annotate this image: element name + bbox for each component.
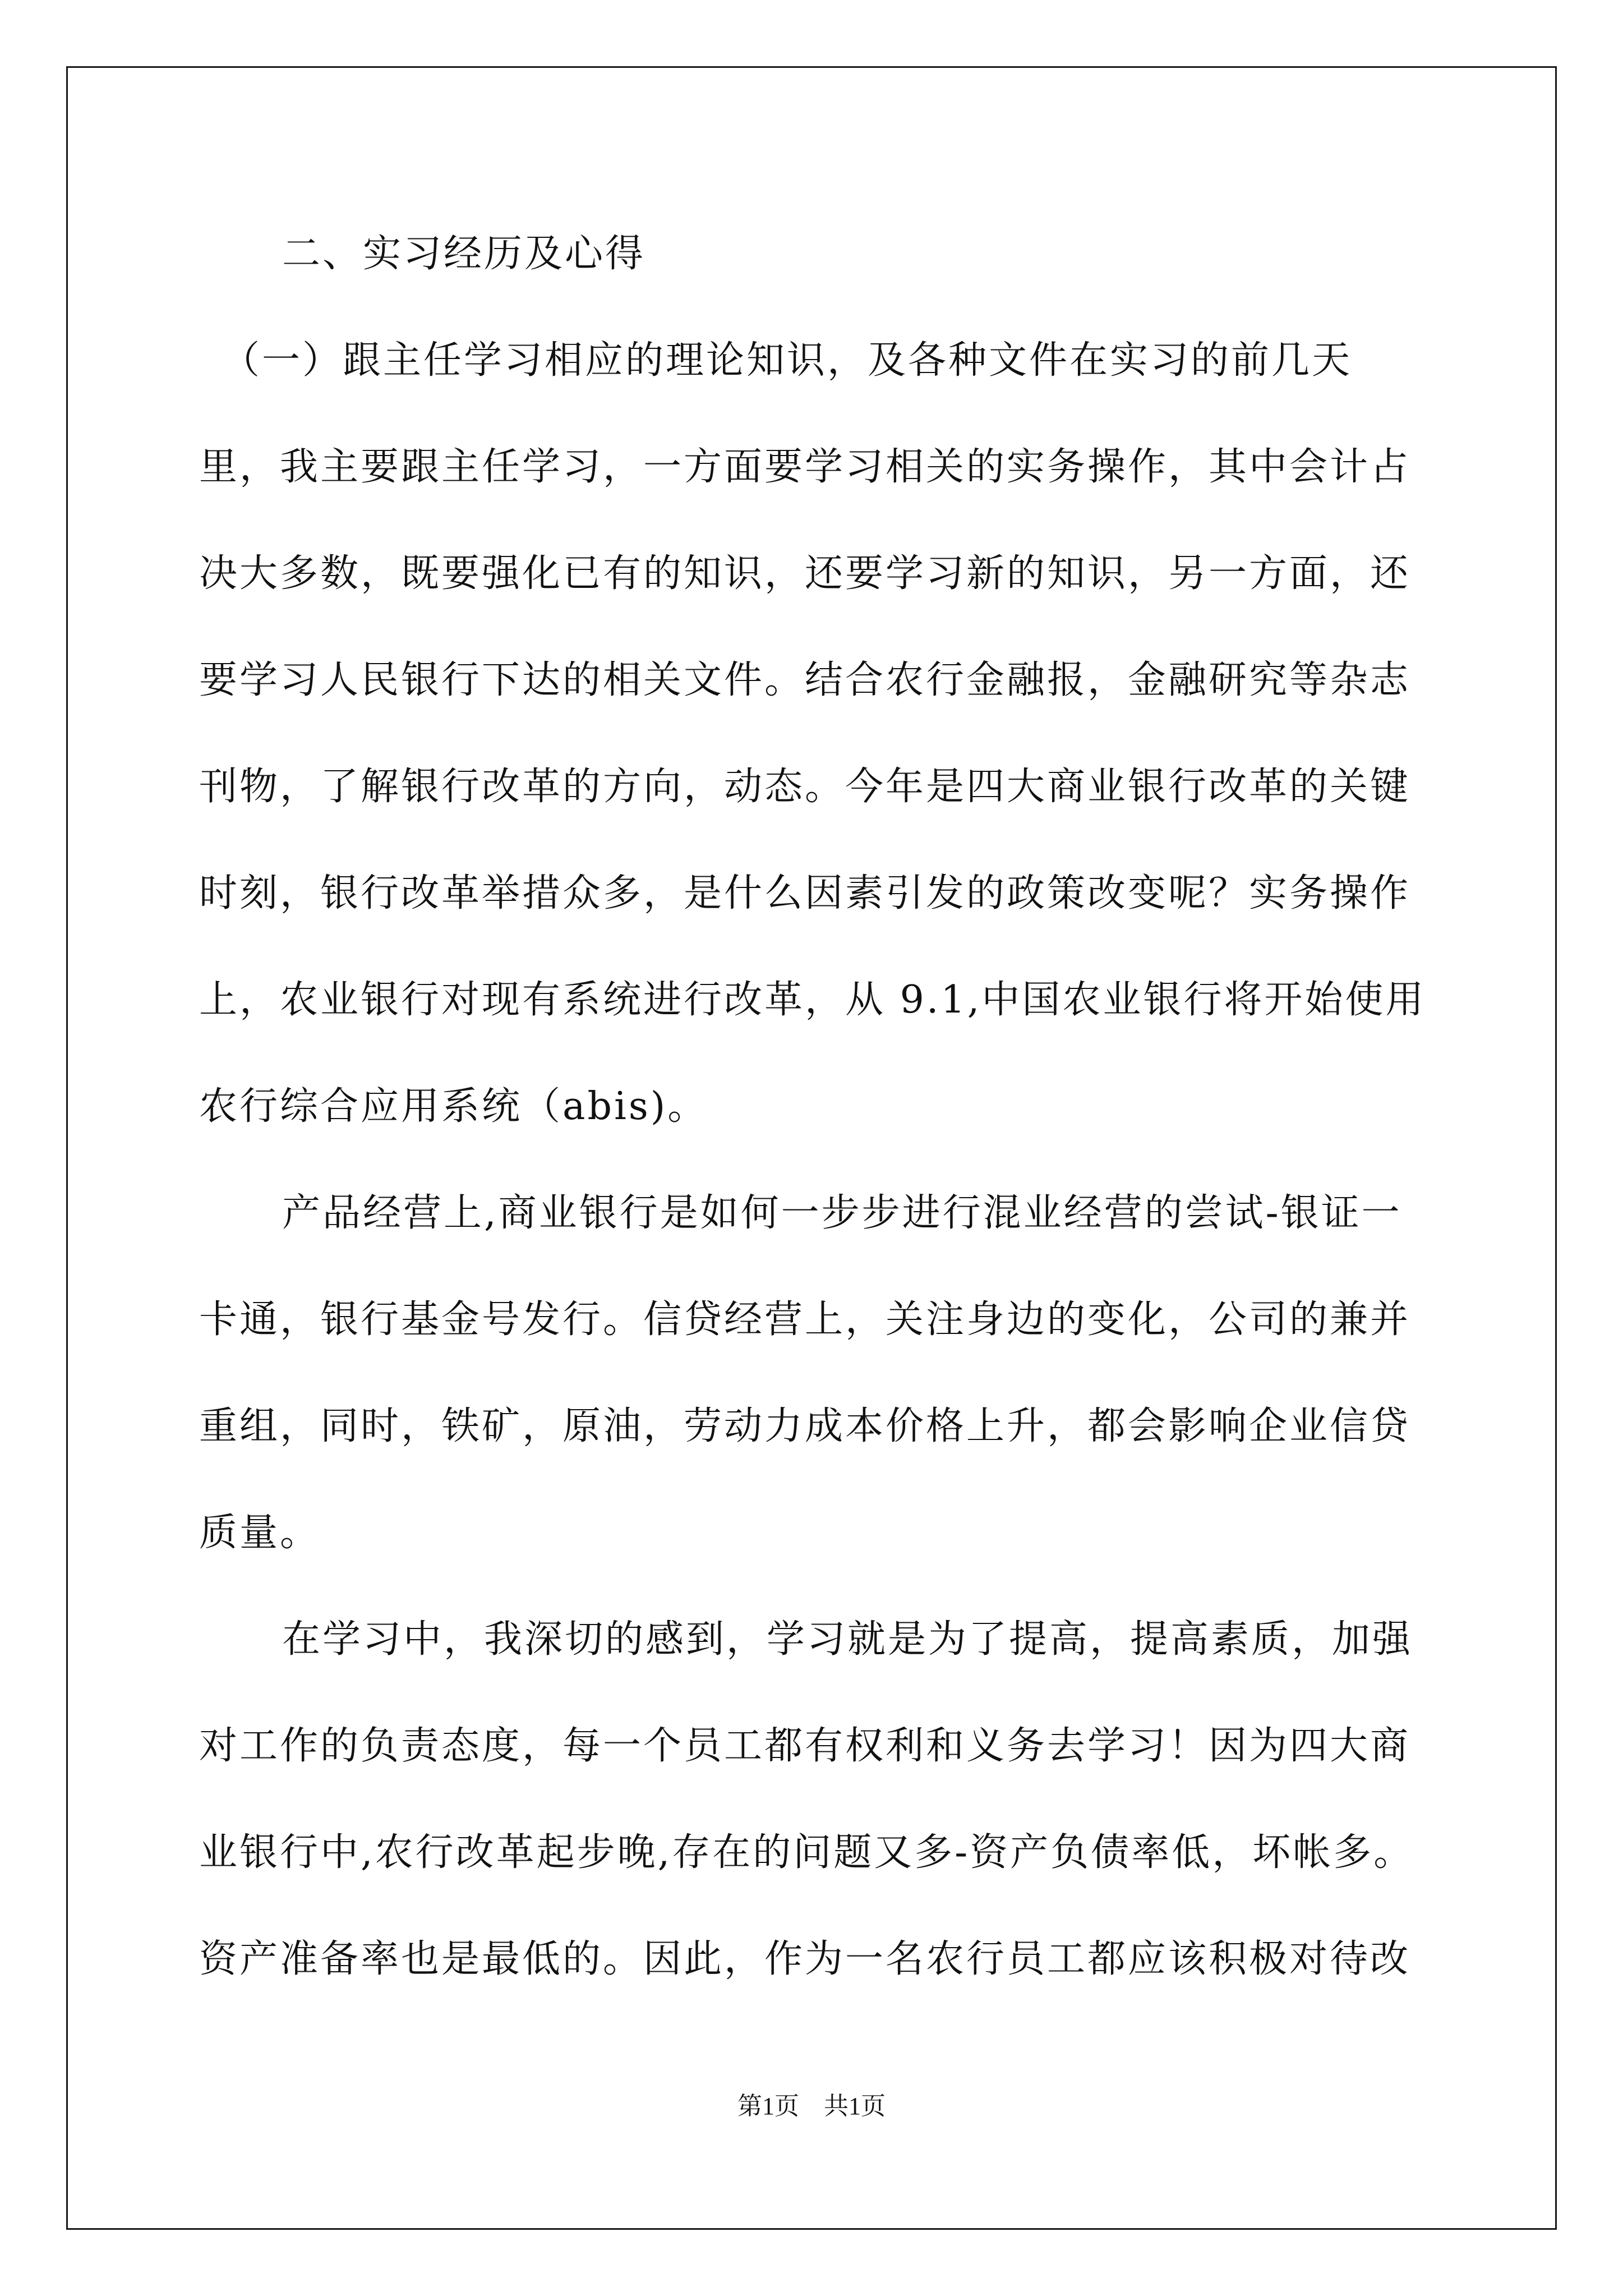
paragraph-line: 上，农业银行对现有系统进行改革，从 9.1,中国农业银行将开始使用	[199, 978, 1426, 1022]
paragraph-line: 重组，同时，铁矿，原油，劳动力成本价格上升，都会影响企业信贷	[199, 1404, 1411, 1448]
paragraph-line: 对工作的负责态度，每一个员工都有权利和义务去学习！因为四大商	[199, 1724, 1411, 1768]
paragraph-line: 刊物，了解银行改革的方向，动态。今年是四大商业银行改革的关键	[199, 765, 1411, 809]
paragraph-line: 资产准备率也是最低的。因此，作为一名农行员工都应该积极对待改	[199, 1937, 1411, 1981]
paragraph-line: （一）跟主任学习相应的理论知识，及各种文件在实习的前几天	[222, 338, 1353, 383]
paragraph-line: 产品经营上,商业银行是如何一步步进行混业经营的尝试-银证一	[282, 1191, 1402, 1235]
paragraph-line: 时刻，银行改革举措众多，是什么因素引发的政策改变呢？实务操作	[199, 871, 1411, 915]
paragraph-line: 要学习人民银行下达的相关文件。结合农行金融报，金融研究等杂志	[199, 658, 1411, 702]
paragraph-line: 农行综合应用系统（abis)。	[199, 1084, 708, 1129]
paragraph-line: 卡通，银行基金号发行。信贷经营上，关注身边的变化，公司的兼并	[199, 1297, 1411, 1342]
document-body	[199, 212, 1424, 2024]
paragraph-line: 在学习中，我深切的感到，学习就是为了提高，提高素质，加强	[282, 1617, 1413, 1662]
section-heading: 二、实习经历及心得	[282, 232, 646, 276]
paragraph-line: 业银行中,农行改革起步晚,存在的问题又多-资产负债率低，坏帐多。	[199, 1830, 1414, 1875]
page-footer: 第1页 共1页	[737, 2092, 886, 2120]
paragraph-line: 质量。	[199, 1511, 321, 1555]
paragraph-line: 决大多数，既要强化已有的知识，还要学习新的知识，另一方面，还	[199, 551, 1411, 596]
paragraph-line: 里，我主要跟主任学习，一方面要学习相关的实务操作，其中会计占	[199, 445, 1411, 489]
